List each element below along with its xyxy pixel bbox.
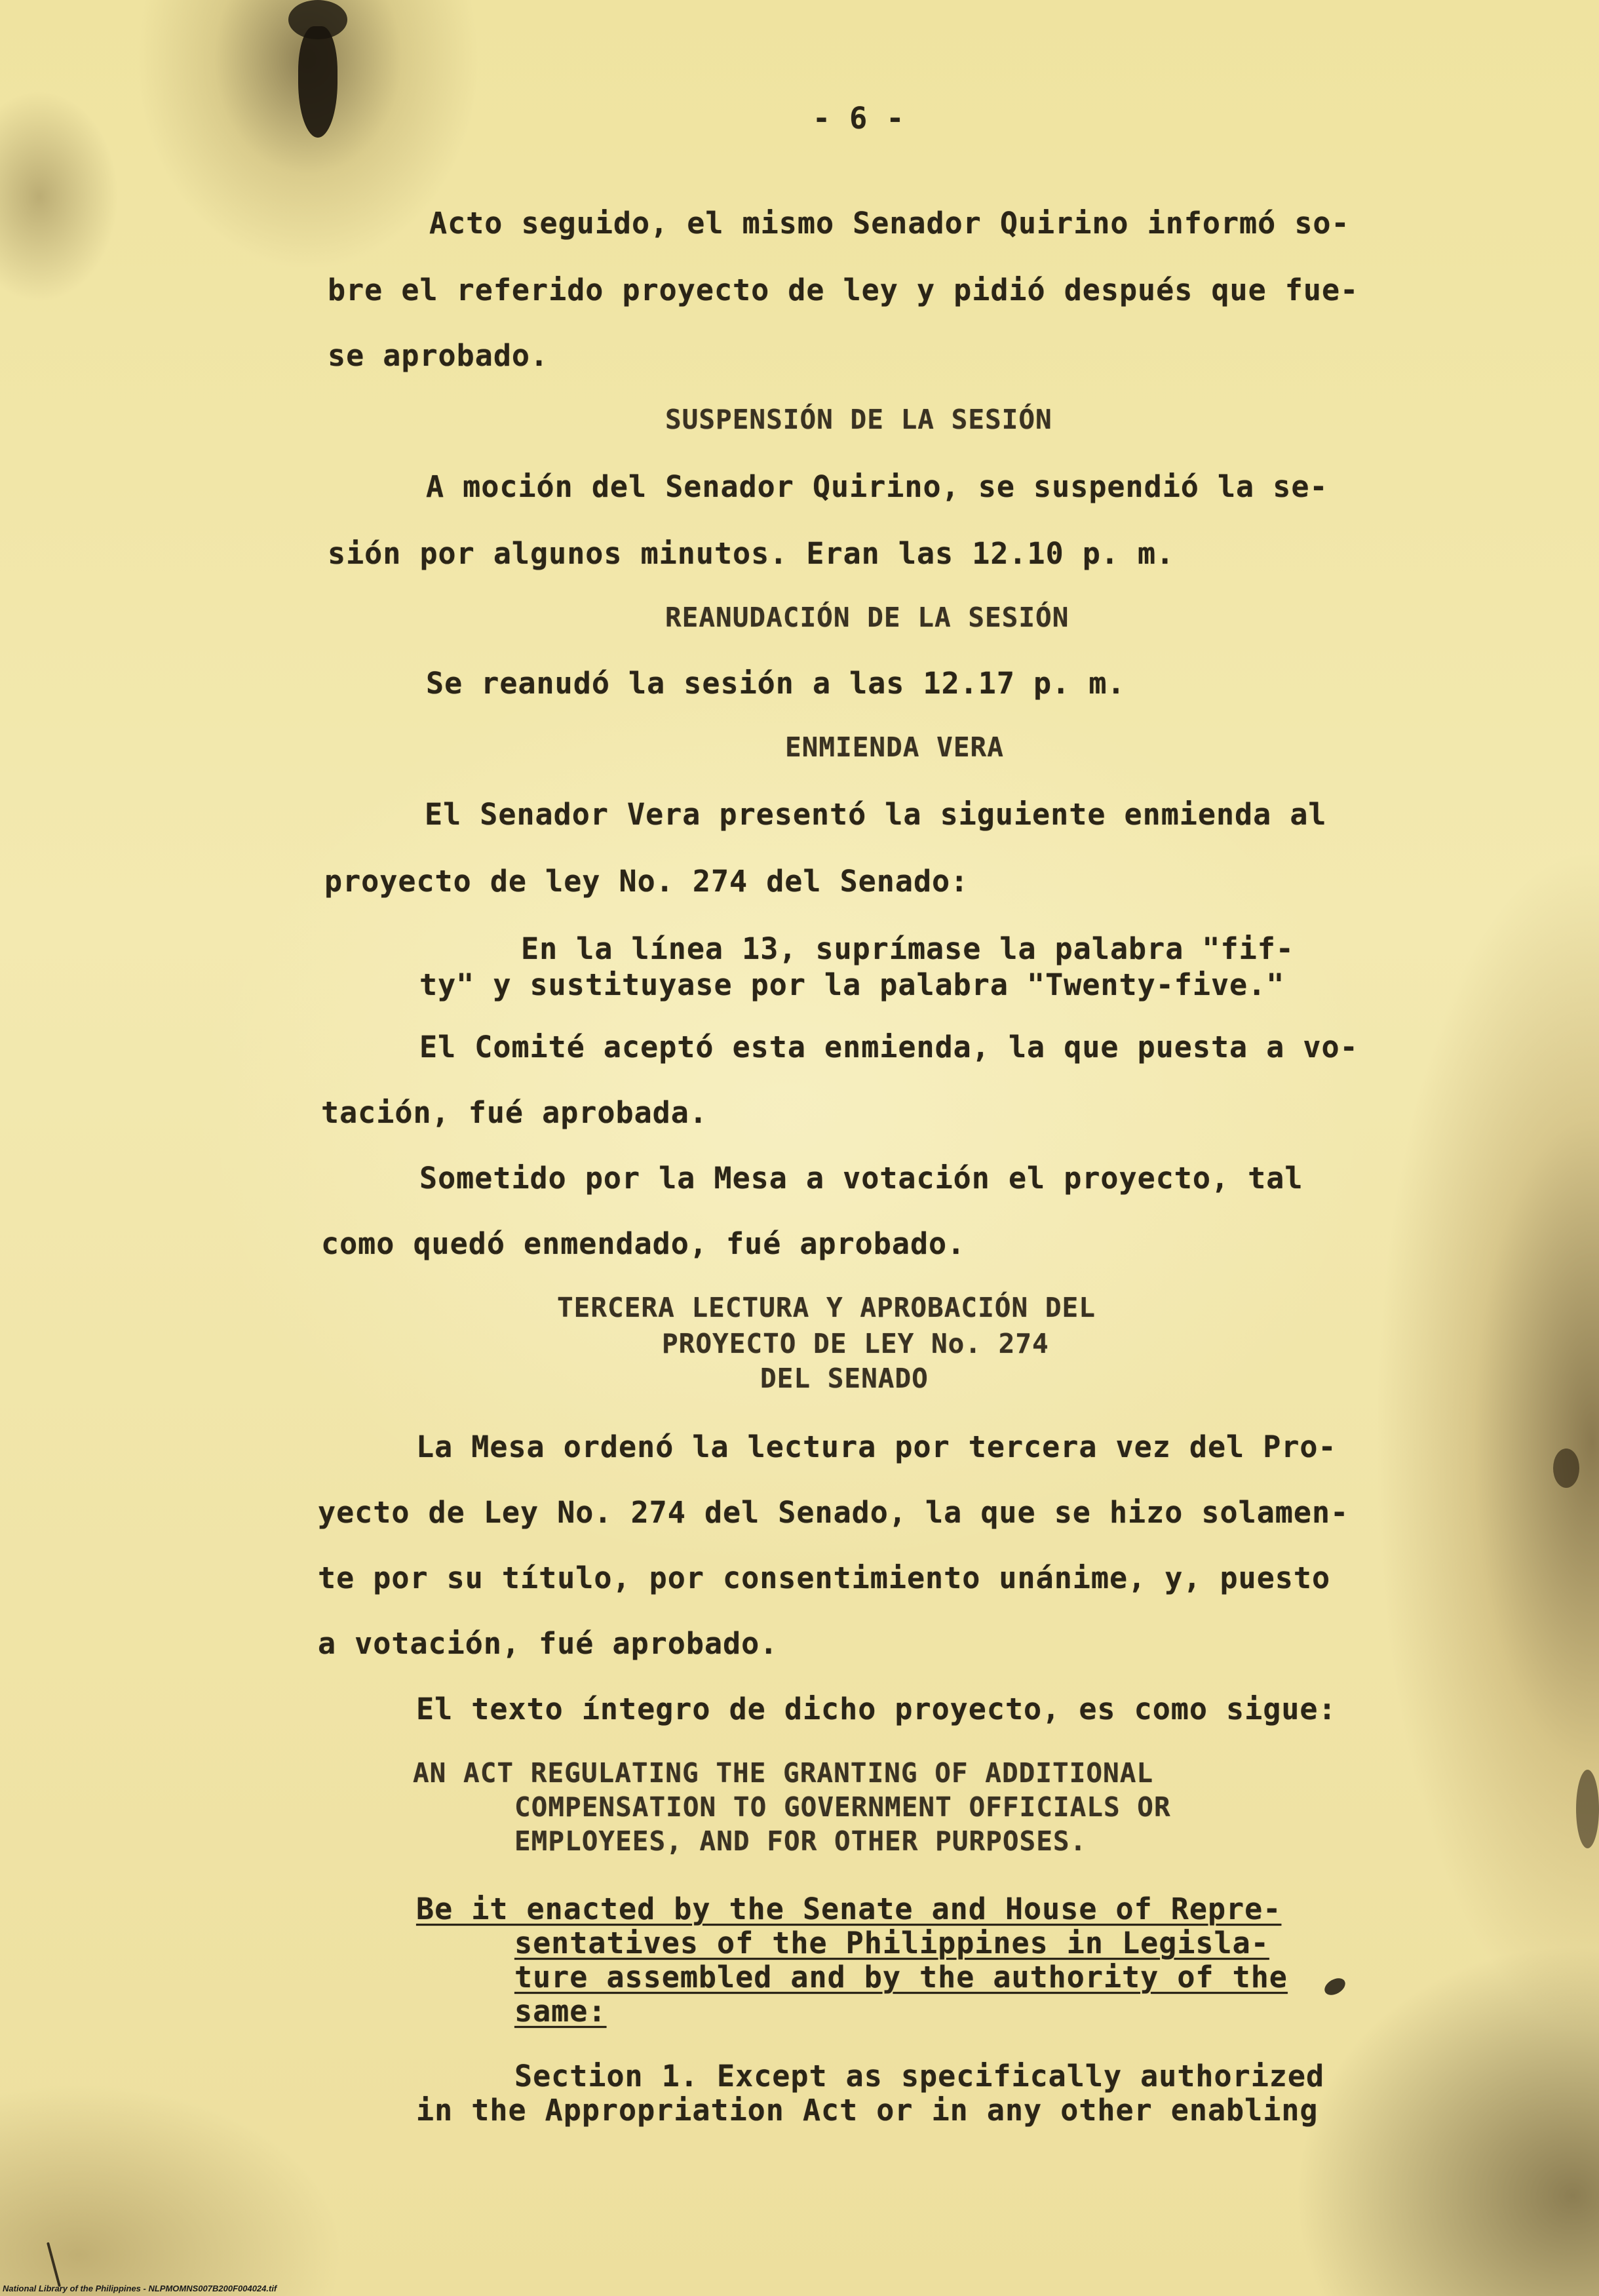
quoted-amendment-line: En la línea 13, suprímase la palabra "fif- bbox=[521, 931, 1294, 966]
quoted-amendment-line: ty" y sustituyase por la palabra "Twenty-five." bbox=[419, 967, 1285, 1002]
ink-stain bbox=[1322, 1975, 1348, 1998]
archive-footer: National Library of the Philippines - NLPMOMNS007B200F004024.tif bbox=[3, 2284, 277, 2293]
section-heading: TERCERA LECTURA Y APROBACIÓN DEL bbox=[557, 1292, 1096, 1323]
enacting-clause-line: sentatives of the Philippines in Legisla- bbox=[514, 1926, 1269, 1960]
act-title-line: EMPLOYEES, AND FOR OTHER PURPOSES. bbox=[514, 1825, 1087, 1857]
paragraph-line: El Senador Vera presentó la siguiente enmienda al bbox=[425, 797, 1327, 832]
paragraph-line: proyecto de ley No. 274 del Senado: bbox=[324, 864, 969, 899]
enacting-clause-line: same: bbox=[514, 1994, 607, 2029]
section-heading: PROYECTO DE LEY No. 274 bbox=[662, 1328, 1049, 1359]
section-heading: DEL SENADO bbox=[760, 1363, 929, 1394]
section-heading: ENMIENDA VERA bbox=[785, 731, 1004, 763]
enacting-clause-line: Be it enacted by the Senate and House of Repre- bbox=[416, 1892, 1282, 1926]
paragraph-line: El Comité aceptó esta enmienda, la que puesta a vo- bbox=[419, 1030, 1358, 1064]
paragraph-line: a votación, fué aprobado. bbox=[318, 1626, 779, 1661]
paragraph-line: A moción del Senador Quirino, se suspendió la se- bbox=[426, 469, 1328, 504]
paragraph-line: bre el referido proyecto de ley y pidió después que fue- bbox=[328, 273, 1359, 307]
act-title-line: AN ACT REGULATING THE GRANTING OF ADDITIONAL bbox=[413, 1757, 1154, 1789]
paragraph-line: te por su título, por consentimiento unánime, y, puesto bbox=[318, 1561, 1331, 1595]
enacting-clause-line: ture assembled and by the authority of the bbox=[514, 1960, 1288, 1994]
paragraph-line: La Mesa ordenó la lectura por tercera vez del Pro- bbox=[416, 1430, 1337, 1464]
paragraph-line: Acto seguido, el mismo Senador Quirino informó so- bbox=[429, 206, 1350, 241]
section-heading: REANUDACIÓN DE LA SESIÓN bbox=[665, 602, 1069, 633]
page-number: - 6 - bbox=[813, 101, 905, 136]
ink-stain bbox=[298, 26, 337, 138]
ink-stain bbox=[288, 0, 347, 39]
paragraph-line: se aprobado. bbox=[328, 338, 549, 373]
section-line: in the Appropriation Act or in any other enabling bbox=[416, 2093, 1319, 2128]
ink-stain bbox=[1576, 1770, 1599, 1848]
ink-stain bbox=[1553, 1449, 1579, 1488]
act-title-line: COMPENSATION TO GOVERNMENT OFFICIALS OR bbox=[514, 1791, 1171, 1823]
paragraph-line: El texto íntegro de dicho proyecto, es como sigue: bbox=[416, 1692, 1337, 1726]
paragraph-line: Se reanudó la sesión a las 12.17 p. m. bbox=[426, 666, 1126, 701]
paragraph-line: como quedó enmendado, fué aprobado. bbox=[321, 1226, 966, 1261]
section-heading: SUSPENSIÓN DE LA SESIÓN bbox=[665, 404, 1052, 435]
paragraph-line: tación, fué aprobada. bbox=[321, 1095, 708, 1130]
paragraph-line: Sometido por la Mesa a votación el proyecto, tal bbox=[419, 1161, 1303, 1196]
paragraph-line: yecto de Ley No. 274 del Senado, la que se hizo solamen- bbox=[318, 1495, 1349, 1530]
paragraph-line: sión por algunos minutos. Eran las 12.10 p. m. bbox=[328, 536, 1175, 571]
ink-stain bbox=[47, 2242, 61, 2287]
section-line: Section 1. Except as specifically authorized bbox=[514, 2059, 1325, 2093]
